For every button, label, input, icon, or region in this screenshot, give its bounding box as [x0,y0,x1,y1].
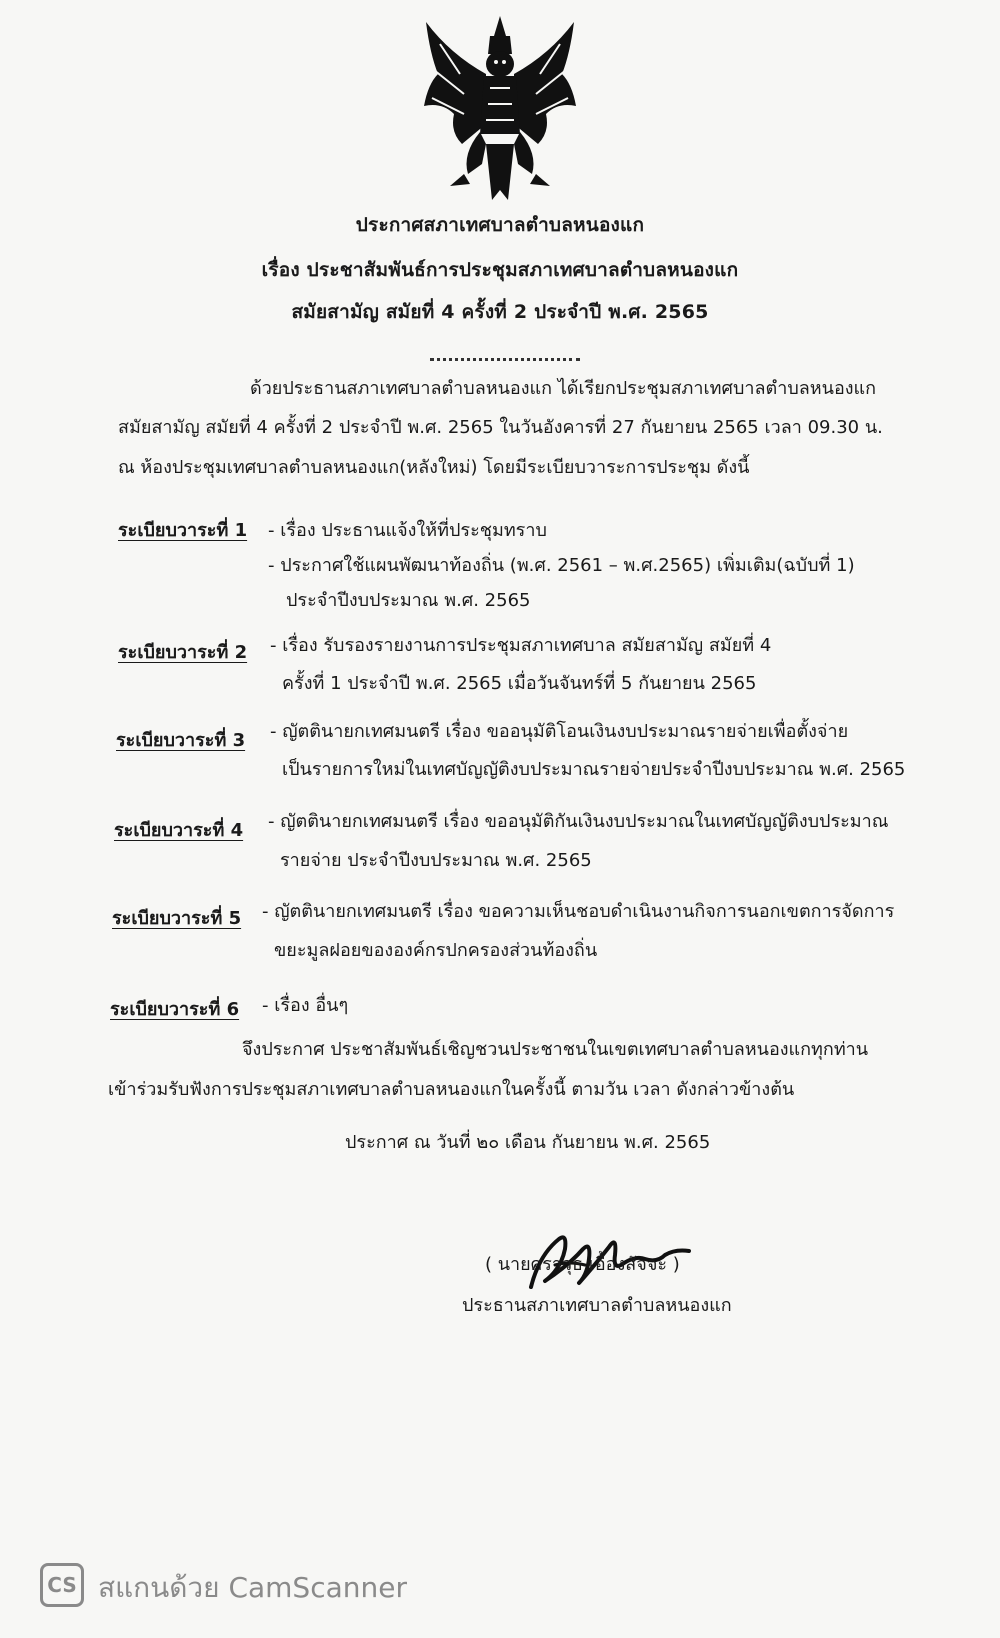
announcement-title: ประกาศสภาเทศบาลตำบลหนองแก [355,214,645,236]
garuda-emblem-icon [420,14,580,204]
agenda-5-line-1: - ญัตตินายกเทศมนตรี เรื่อง ขอความเห็นชอบดำเนินงานกิจการนอกเขตการจัดการ [262,901,895,922]
signer-name: ( นายศราวุธ เอื้องสัจจะ ) [485,1254,680,1275]
agenda-3-line-1: - ญัตตินายกเทศมนตรี เรื่อง ขออนุมัติโอนเงินงบประมาณรายจ่ายเพื่อตั้งจ่าย [270,721,849,742]
agenda-2-line-1: - เรื่อง รับรองรายงานการประชุมสภาเทศบาล สมัยสามัญ สมัยที่ 4 [270,635,772,656]
camscanner-watermark: สแกนด้วย CamScanner [98,1571,407,1604]
agenda-3-line-2: เป็นรายการใหม่ในเทศบัญญัติงบประมาณรายจ่ายประจำปีงบประมาณ พ.ศ. 2565 [282,759,906,780]
agenda-6-line-1: - เรื่อง อื่นๆ [262,995,349,1016]
agenda-label-5: ระเบียบวาระที่ 5 [112,908,242,929]
intro-line-2: สมัยสามัญ สมัยที่ 4 ครั้งที่ 2 ประจำปี พ.ศ. 2565 ในวันอังคารที่ 27 กันยายน 2565 เวลา 09.30 น. [118,417,883,438]
camscanner-logo-icon: CS [40,1563,84,1607]
closing-line-1: จึงประกาศ ประชาสัมพันธ์เชิญชวนประชาชนในเขตเทศบาลตำบลหนองแกทุกท่าน [242,1039,869,1060]
intro-line-1: ด้วยประธานสภาเทศบาลตำบลหนองแก ได้เรียกประชุมสภาเทศบาลตำบลหนองแก [250,378,877,399]
agenda-label-6: ระเบียบวาระที่ 6 [110,999,240,1020]
closing-line-2: เข้าร่วมรับฟังการประชุมสภาเทศบาลตำบลหนองแกในครั้งนี้ ตามวัน เวลา ดังกล่าวข้างต้น [108,1079,795,1100]
agenda-1-line-1: - เรื่อง ประธานแจ้งให้ที่ประชุมทราบ [268,520,547,541]
intro-line-3: ณ ห้องประชุมเทศบาลตำบลหนองแก(หลังใหม่) โดยมีระเบียบวาระการประชุม ดังนี้ [118,457,750,478]
agenda-2-line-2: ครั้งที่ 1 ประจำปี พ.ศ. 2565 เมื่อวันจันทร์ที่ 5 กันยายน 2565 [282,673,757,694]
agenda-label-1: ระเบียบวาระที่ 1 [118,520,248,541]
signer-position: ประธานสภาเทศบาลตำบลหนองแก [462,1295,732,1316]
agenda-1-line-2: - ประกาศใช้แผนพัฒนาท้องถิ่น (พ.ศ. 2561 – พ.ศ.2565) เพิ่มเติม(ฉบับที่ 1) [268,555,855,576]
agenda-1-line-3: ประจำปีงบประมาณ พ.ศ. 2565 [286,590,531,611]
agenda-label-3: ระเบียบวาระที่ 3 [116,730,246,751]
dotted-divider [430,358,580,361]
announcement-subject: เรื่อง ประชาสัมพันธ์การประชุมสภาเทศบาลตำบลหนองแก [261,259,739,281]
agenda-4-line-2: รายจ่าย ประจำปีงบประมาณ พ.ศ. 2565 [280,850,592,871]
announcement-session: สมัยสามัญ สมัยที่ 4 ครั้งที่ 2 ประจำปี พ.ศ. 2565 [291,301,709,323]
agenda-4-line-1: - ญัตตินายกเทศมนตรี เรื่อง ขออนุมัติกันเงินงบประมาณในเทศบัญญัติงบประมาณ [268,811,889,832]
agenda-label-4: ระเบียบวาระที่ 4 [114,820,244,841]
announce-date: ประกาศ ณ วันที่ ๒๐ เดือน กันยายน พ.ศ. 2565 [345,1132,711,1153]
agenda-label-2: ระเบียบวาระที่ 2 [118,642,248,663]
agenda-5-line-2: ขยะมูลฝอยขององค์กรปกครองส่วนท้องถิ่น [274,940,598,961]
